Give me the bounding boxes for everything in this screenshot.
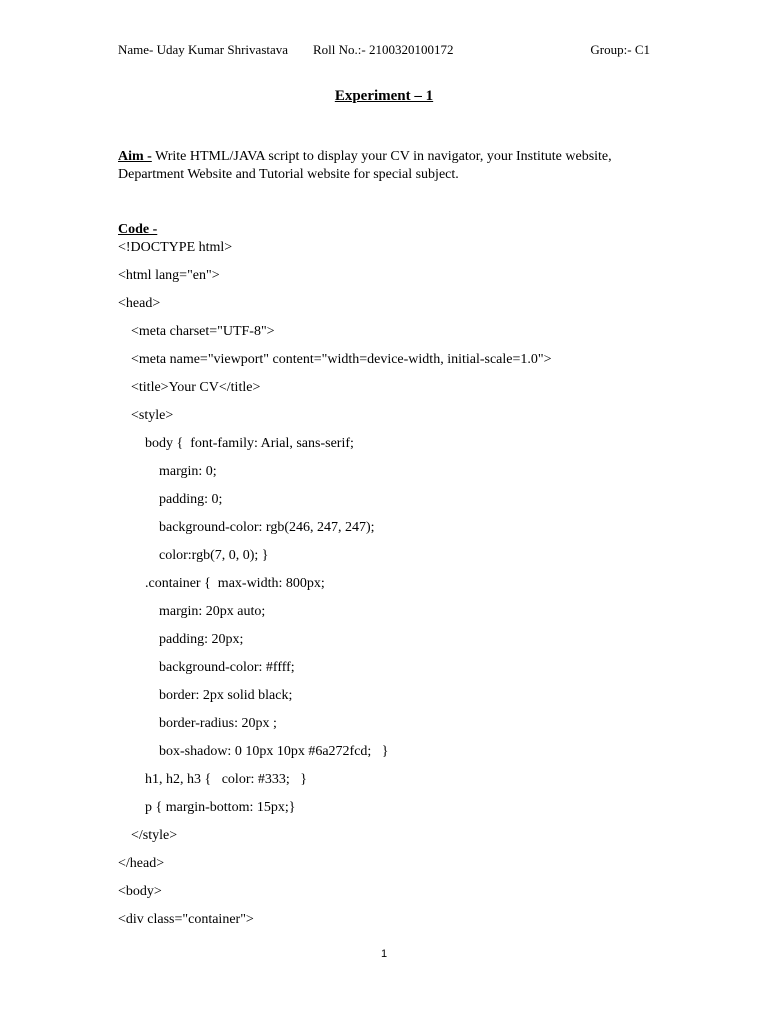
code-heading: Code - xyxy=(118,222,158,237)
code-line: padding: 20px; xyxy=(159,632,244,647)
code-line: <body> xyxy=(118,884,162,899)
experiment-title: Experiment – 1 xyxy=(334,88,434,104)
code-line: padding: 0; xyxy=(159,492,223,507)
code-line: p { margin-bottom: 15px;} xyxy=(145,800,296,815)
code-line: </style> xyxy=(131,828,178,843)
aim-paragraph xyxy=(118,148,658,184)
code-line: margin: 0; xyxy=(159,464,217,479)
code-line: background-color: rgb(246, 247, 247); xyxy=(159,520,375,535)
code-line: h1, h2, h3 { color: #333; } xyxy=(145,772,307,787)
code-line: <meta charset="UTF-8"> xyxy=(131,324,275,339)
code-line: <head> xyxy=(118,296,161,311)
code-line: border: 2px solid black; xyxy=(159,688,293,703)
code-line: border-radius: 20px ; xyxy=(159,716,277,731)
code-line: box-shadow: 0 10px 10px #6a272fcd; } xyxy=(159,744,389,759)
code-line: <html lang="en"> xyxy=(118,268,220,283)
code-line: .container { max-width: 800px; xyxy=(145,576,325,591)
code-line: <style> xyxy=(131,408,174,423)
group-label: Group:- C1 xyxy=(590,42,650,57)
code-line: <!DOCTYPE html> xyxy=(118,240,233,255)
page-header xyxy=(118,42,650,60)
aim-label: Aim - xyxy=(118,149,152,164)
aim-text: Write HTML/JAVA script to display your CV in navigator, your Institute website, Department Website and Tutorial website for special subject. xyxy=(118,149,612,182)
roll-number: Roll No.:- 2100320100172 xyxy=(313,42,454,57)
code-line: background-color: #ffff; xyxy=(159,660,295,675)
code-line: <title>Your CV</title> xyxy=(131,380,261,395)
code-line: margin: 20px auto; xyxy=(159,604,266,619)
code-line: <meta name="viewport" content="width=device-width, initial-scale=1.0"> xyxy=(131,352,552,367)
code-listing xyxy=(118,239,678,939)
code-line: color:rgb(7, 0, 0); } xyxy=(159,548,269,563)
code-line: </head> xyxy=(118,856,165,871)
code-line: <div class="container"> xyxy=(118,912,254,927)
student-name: Name- Uday Kumar Shrivastava xyxy=(118,42,289,57)
code-line: body { font-family: Arial, sans-serif; xyxy=(145,436,354,451)
page-number: 1 xyxy=(380,948,388,960)
